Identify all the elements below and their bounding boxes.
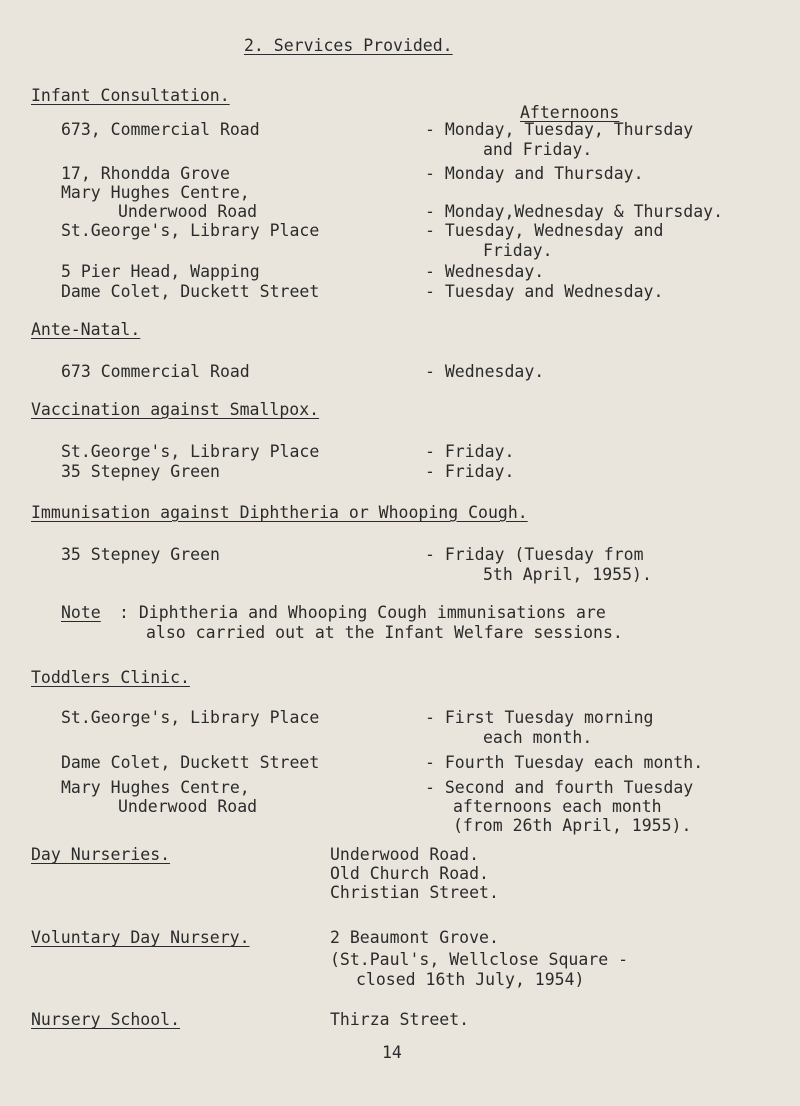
place-line: Underwood Road — [118, 797, 258, 816]
place-line: Mary Hughes Centre, — [61, 183, 250, 202]
days-line: - Wednesday. — [425, 362, 545, 381]
place-line: St.George's, Library Place — [61, 708, 320, 727]
page-number: 14 — [382, 1043, 402, 1062]
place-line: Dame Colet, Duckett Street — [61, 753, 320, 772]
place-line: 673 Commercial Road — [61, 362, 250, 381]
days-line: - Friday (Tuesday from — [425, 545, 644, 564]
place-line: 5 Pier Head, Wapping — [61, 262, 260, 281]
days-line: - Friday. — [425, 442, 515, 461]
place-line: St.George's, Library Place — [61, 221, 320, 240]
place-line: 17, Rhondda Grove — [61, 164, 230, 183]
days-line: Friday. — [483, 241, 553, 260]
nursery-line: Underwood Road. — [330, 845, 480, 864]
days-line: - Monday,Wednesday & Thursday. — [425, 202, 724, 221]
days-line: each month. — [483, 728, 593, 747]
nursery-line: Old Church Road. — [330, 864, 489, 883]
place-line: Mary Hughes Centre, — [61, 778, 250, 797]
days-line: - Fourth Tuesday each month. — [425, 753, 704, 772]
section-heading-infant-consultation: Infant Consultation. — [31, 86, 230, 105]
note-label: Note — [61, 603, 101, 622]
place-line: St.George's, Library Place — [61, 442, 320, 461]
section-heading-ante-natal: Ante-Natal. — [31, 320, 141, 339]
days-line: (from 26th April, 1955). — [453, 816, 692, 835]
nursery-line: Christian Street. — [330, 883, 499, 902]
note-text-line: : Diphtheria and Whooping Cough immunisations are — [119, 603, 606, 622]
place-line: 673, Commercial Road — [61, 120, 260, 139]
section-heading-nursery-school: Nursery School. — [31, 1010, 181, 1029]
section-heading-toddlers-clinic: Toddlers Clinic. — [31, 668, 190, 687]
days-line: - Tuesday, Wednesday and — [425, 221, 664, 240]
place-line: 35 Stepney Green — [61, 545, 220, 564]
page-title: 2. Services Provided. — [244, 36, 453, 55]
days-line: and Friday. — [483, 140, 593, 159]
section-heading-smallpox: Vaccination against Smallpox. — [31, 400, 320, 419]
days-line: 5th April, 1955). — [483, 565, 652, 584]
days-line: - Second and fourth Tuesday — [425, 778, 694, 797]
nursery-line: (St.Paul's, Wellclose Square - — [330, 950, 629, 969]
afternoons-column-header: Afternoons — [520, 103, 620, 122]
days-line: - First Tuesday morning — [425, 708, 654, 727]
nursery-line: closed 16th July, 1954) — [356, 970, 585, 989]
note-text-line: also carried out at the Infant Welfare sessions. — [146, 623, 623, 642]
days-line: - Monday, Tuesday, Thursday — [425, 120, 694, 139]
days-line: - Wednesday. — [425, 262, 545, 281]
nursery-line: Thirza Street. — [330, 1010, 470, 1029]
days-line: afternoons each month — [453, 797, 662, 816]
days-line: - Monday and Thursday. — [425, 164, 644, 183]
place-line: Underwood Road — [118, 202, 258, 221]
days-line: - Tuesday and Wednesday. — [425, 282, 664, 301]
place-line: 35 Stepney Green — [61, 462, 220, 481]
nursery-line: 2 Beaumont Grove. — [330, 928, 499, 947]
section-heading-day-nurseries: Day Nurseries. — [31, 845, 171, 864]
place-line: Dame Colet, Duckett Street — [61, 282, 320, 301]
section-heading-diphtheria: Immunisation against Diphtheria or Whooping Cough. — [31, 503, 528, 522]
days-line: - Friday. — [425, 462, 515, 481]
section-heading-voluntary-day-nursery: Voluntary Day Nursery. — [31, 928, 250, 947]
